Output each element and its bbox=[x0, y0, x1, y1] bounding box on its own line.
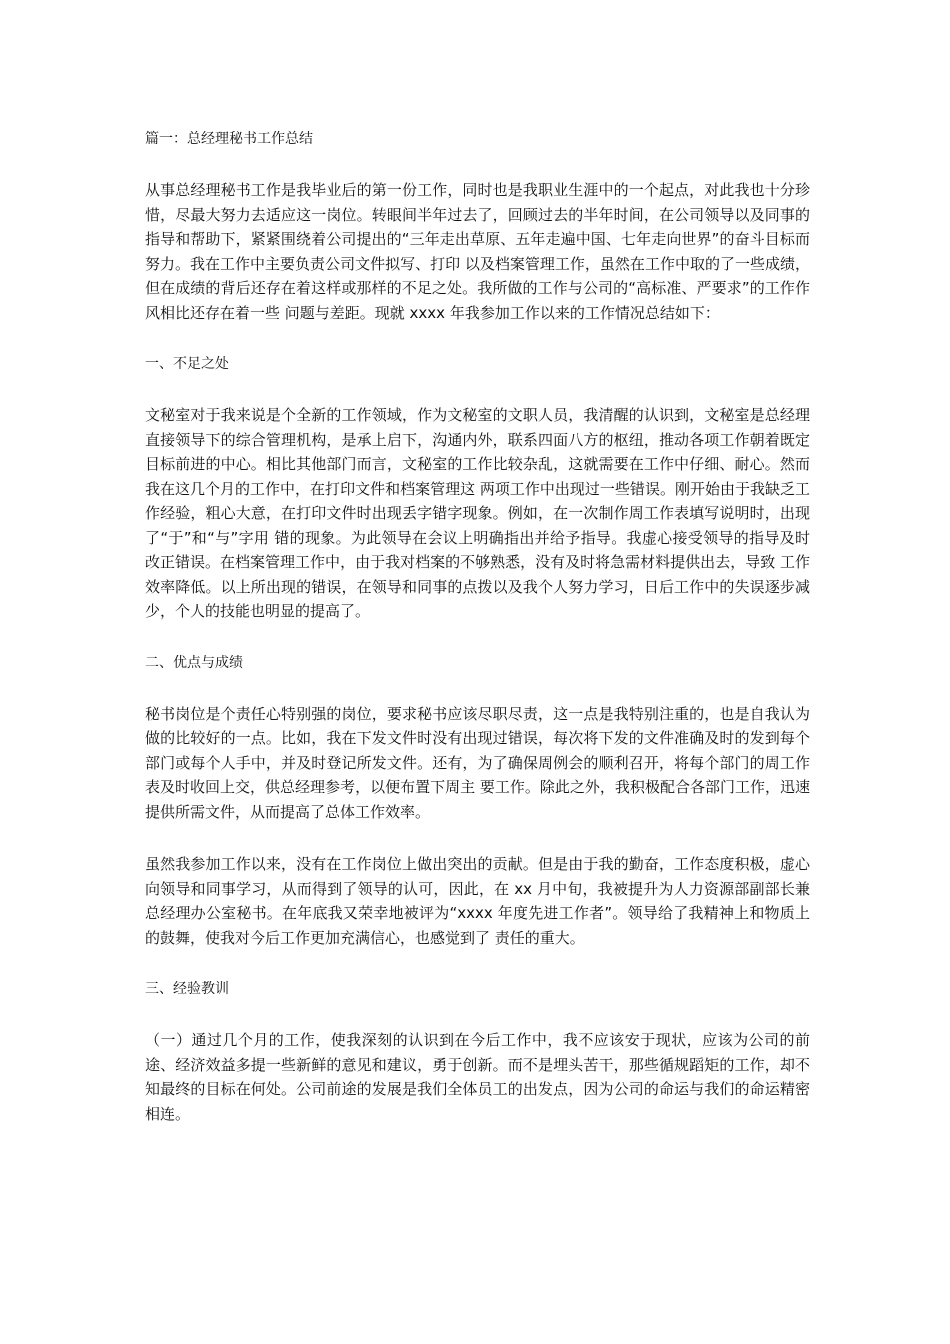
achievements-paragraph-1: 秘书岗位是个责任心特别强的岗位，要求秘书应该尽职尽责，这一点是我特别注重的，也是自我认为做的比较好的一点。比如，我在下发文件时没有出现过错误，每次将下发的文件准确及时的发到每个部门或每个人手中，并及时登记所发文件。还有，为了确保周例会的顺利召开，将每个部门的周工作表及时收回上交，供总经理参考，以便布置下周主 要工作。除此之外，我积极配合各部门工作，迅速提供所需文件，从而提高了总体工作效率。 bbox=[145, 704, 810, 821]
achievements-paragraph-2: 虽然我参加工作以来，没有在工作岗位上做出突出的贡献。但是由于我的勤奋，工作态度积极，虚心向领导和同事学习，从而得到了领导的认可，因此，在 xx 月中旬，我被提升为人力资源部副部长兼总经理办公室秘书。在年底我又荣幸地被评为“xxxx 年度先进工作者”。领导给了我精神上和物质上的鼓舞，使我对今后工作更加充满信心，也感觉到了 责任的重大。 bbox=[145, 855, 810, 947]
section-heading-lessons: 三、经验教训 bbox=[145, 981, 229, 997]
intro-paragraph: 从事总经理秘书工作是我毕业后的第一份工作，同时也是我职业生涯中的一个起点，对此我也十分珍惜，尽最大努力去适应这一岗位。转眼间半年过去了，回顾过去的半年时间，在公司领导以及同事的指导和帮助下，紧紧围绕着公司提出的“三年走出草原、五年走遍中国、七年走向世界”的奋斗目标而努力。我在工作中主要负责公司文件拟写、打印 以及档案管理工作，虽然在工作中取的了一些成绩，但在成绩的背后还存在着这样或那样的不足之处。我所做的工作与公司的“高标准、严要求”的工作作风相比还存在着一些 问题与差距。现就 xxxx 年我参加工作以来的工作情况总结如下： bbox=[145, 181, 810, 322]
section-heading-achievements: 二、优点与成绩 bbox=[145, 654, 243, 671]
shortcomings-paragraph: 文秘室对于我来说是个全新的工作领域，作为文秘室的文职人员，我清醒的认识到，文秘室是总经理直接领导下的综合管理机构，是承上启下，沟通内外，联系四面八方的枢纽，推动各项工作朝着既定目标前进的中心。相比其他部门而言，文秘室的工作比较杂乱，这就需要在工作中仔细、耐心。然而我在这几个月的工作中，在打印文件和档案管理这 两项工作中出现过一些错误。刚开始由于我缺乏工作经验，粗心大意，在打印文件时出现丢字错字现象。例如，在一次制作周工作表填写说明时，出现了“于”和“与”字用 错的现象。为此领导在会议上明确指出并给予指导。我虚心接受领导的指导及时改正错误。在档案管理工作中，由于我对档案的不够熟悉，没有及时将急需材料提供出去，导致 工作效率降低。以上所出现的错误，在领导和同事的点拨以及我个人努力学习，日后工作中的失误逐步减少，个人的技能也明显的提高了。 bbox=[145, 406, 810, 620]
document-title: 篇一：总经理秘书工作总结 bbox=[145, 131, 313, 147]
document-page bbox=[145, 128, 810, 1154]
section-heading-shortcomings: 一、不足之处 bbox=[145, 356, 229, 372]
lessons-paragraph-1: （一）通过几个月的工作，使我深刻的认识到在今后工作中，我不应该安于现状，应该为公司的前途、经济效益多提一些新鲜的意见和建议，勇于创新。而不是埋头苦干，那些循规蹈矩的工作，却不知最终的目标在何处。公司前途的发展是我们全体员工的出发点，因为公司的命运与我们的命运精密相连。 bbox=[145, 1031, 810, 1123]
